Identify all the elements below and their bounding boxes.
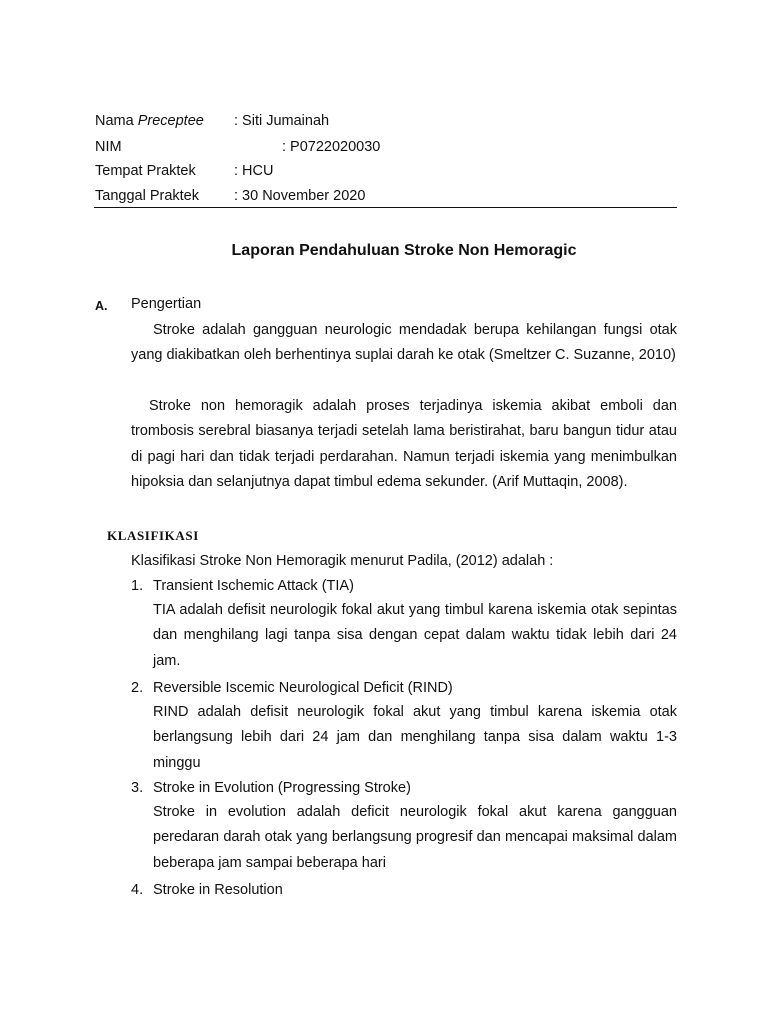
document-title: Laporan Pendahuluan Stroke Non Hemoragic [231, 242, 577, 259]
list-item-number: 1. [131, 578, 144, 594]
list-item-description: Stroke in evolution adalah deficit neurologik fokal akut karena gangguan peredaran darah otak yang berlangsung progresif dan mencapai maksimal dalam beberapa jam sampai beberapa hari [153, 804, 677, 871]
info-label-nim: NIM [95, 139, 122, 155]
list-item-description: TIA adalah defisit neurologik fokal akut yang timbul karena iskemia otak sepintas dan menghilang lagi tanpa sisa dengan cepat dalam waktu tidak lebih dari 24 jam. [153, 602, 677, 669]
section-a-marker: A. [95, 299, 108, 313]
section-a-heading: Pengertian [131, 296, 202, 312]
info-label-tempat: Tempat Praktek [95, 163, 196, 179]
list-item-description: RIND adalah defisit neurologik fokal akut yang timbul karena iskemia otak berlangsung lebih dari 24 jam dan menghilang tanpa sisa dalam waktu 1-3 minggu [153, 704, 677, 771]
list-item-number: 4. [131, 882, 144, 898]
list-item-title: Reversible Iscemic Neurological Deficit (RIND) [153, 680, 453, 696]
info-value-preceptee: : Siti Jumainah [234, 113, 330, 129]
list-item-number: 2. [131, 680, 144, 696]
klasifikasi-intro: Klasifikasi Stroke Non Hemoragik menurut Padila, (2012) adalah : [131, 553, 554, 569]
klasifikasi-heading: KLASIFIKASI [107, 528, 199, 543]
list-item-title: Stroke in Resolution [153, 882, 283, 898]
pengertian-paragraph-2: Stroke non hemoragik adalah proses terjadinya iskemia akibat emboli dan trombosis serebral biasanya terjadi setelah lama beristirahat, baru bangun tidur atau di pagi hari dan tidak terjadi perdarahan. Namun terjadi iskemia yang menimbulkan hipoksia dan selanjutnya dapat timbul edema sekunder. (Arif Muttaqin, 2008). [131, 398, 677, 490]
pengertian-paragraph-1: Stroke adalah gangguan neurologic mendadak berupa kehilangan fungsi otak yang diakibatkan oleh berhentinya suplai darah ke otak (Smeltzer C. Suzanne, 2010) [131, 322, 677, 364]
info-value-tanggal: : 30 November 2020 [234, 188, 366, 204]
list-item-title: Stroke in Evolution (Progressing Stroke) [153, 780, 411, 796]
list-item-title: Transient Ischemic Attack (TIA) [153, 578, 354, 594]
info-label-tanggal: Tanggal Praktek [95, 188, 199, 204]
header-divider [94, 207, 677, 208]
list-item-number: 3. [131, 780, 144, 796]
info-value-nim: : P0722020030 [282, 139, 381, 155]
info-label-preceptee: Nama Preceptee [95, 113, 204, 129]
info-value-tempat: : HCU [234, 163, 274, 179]
